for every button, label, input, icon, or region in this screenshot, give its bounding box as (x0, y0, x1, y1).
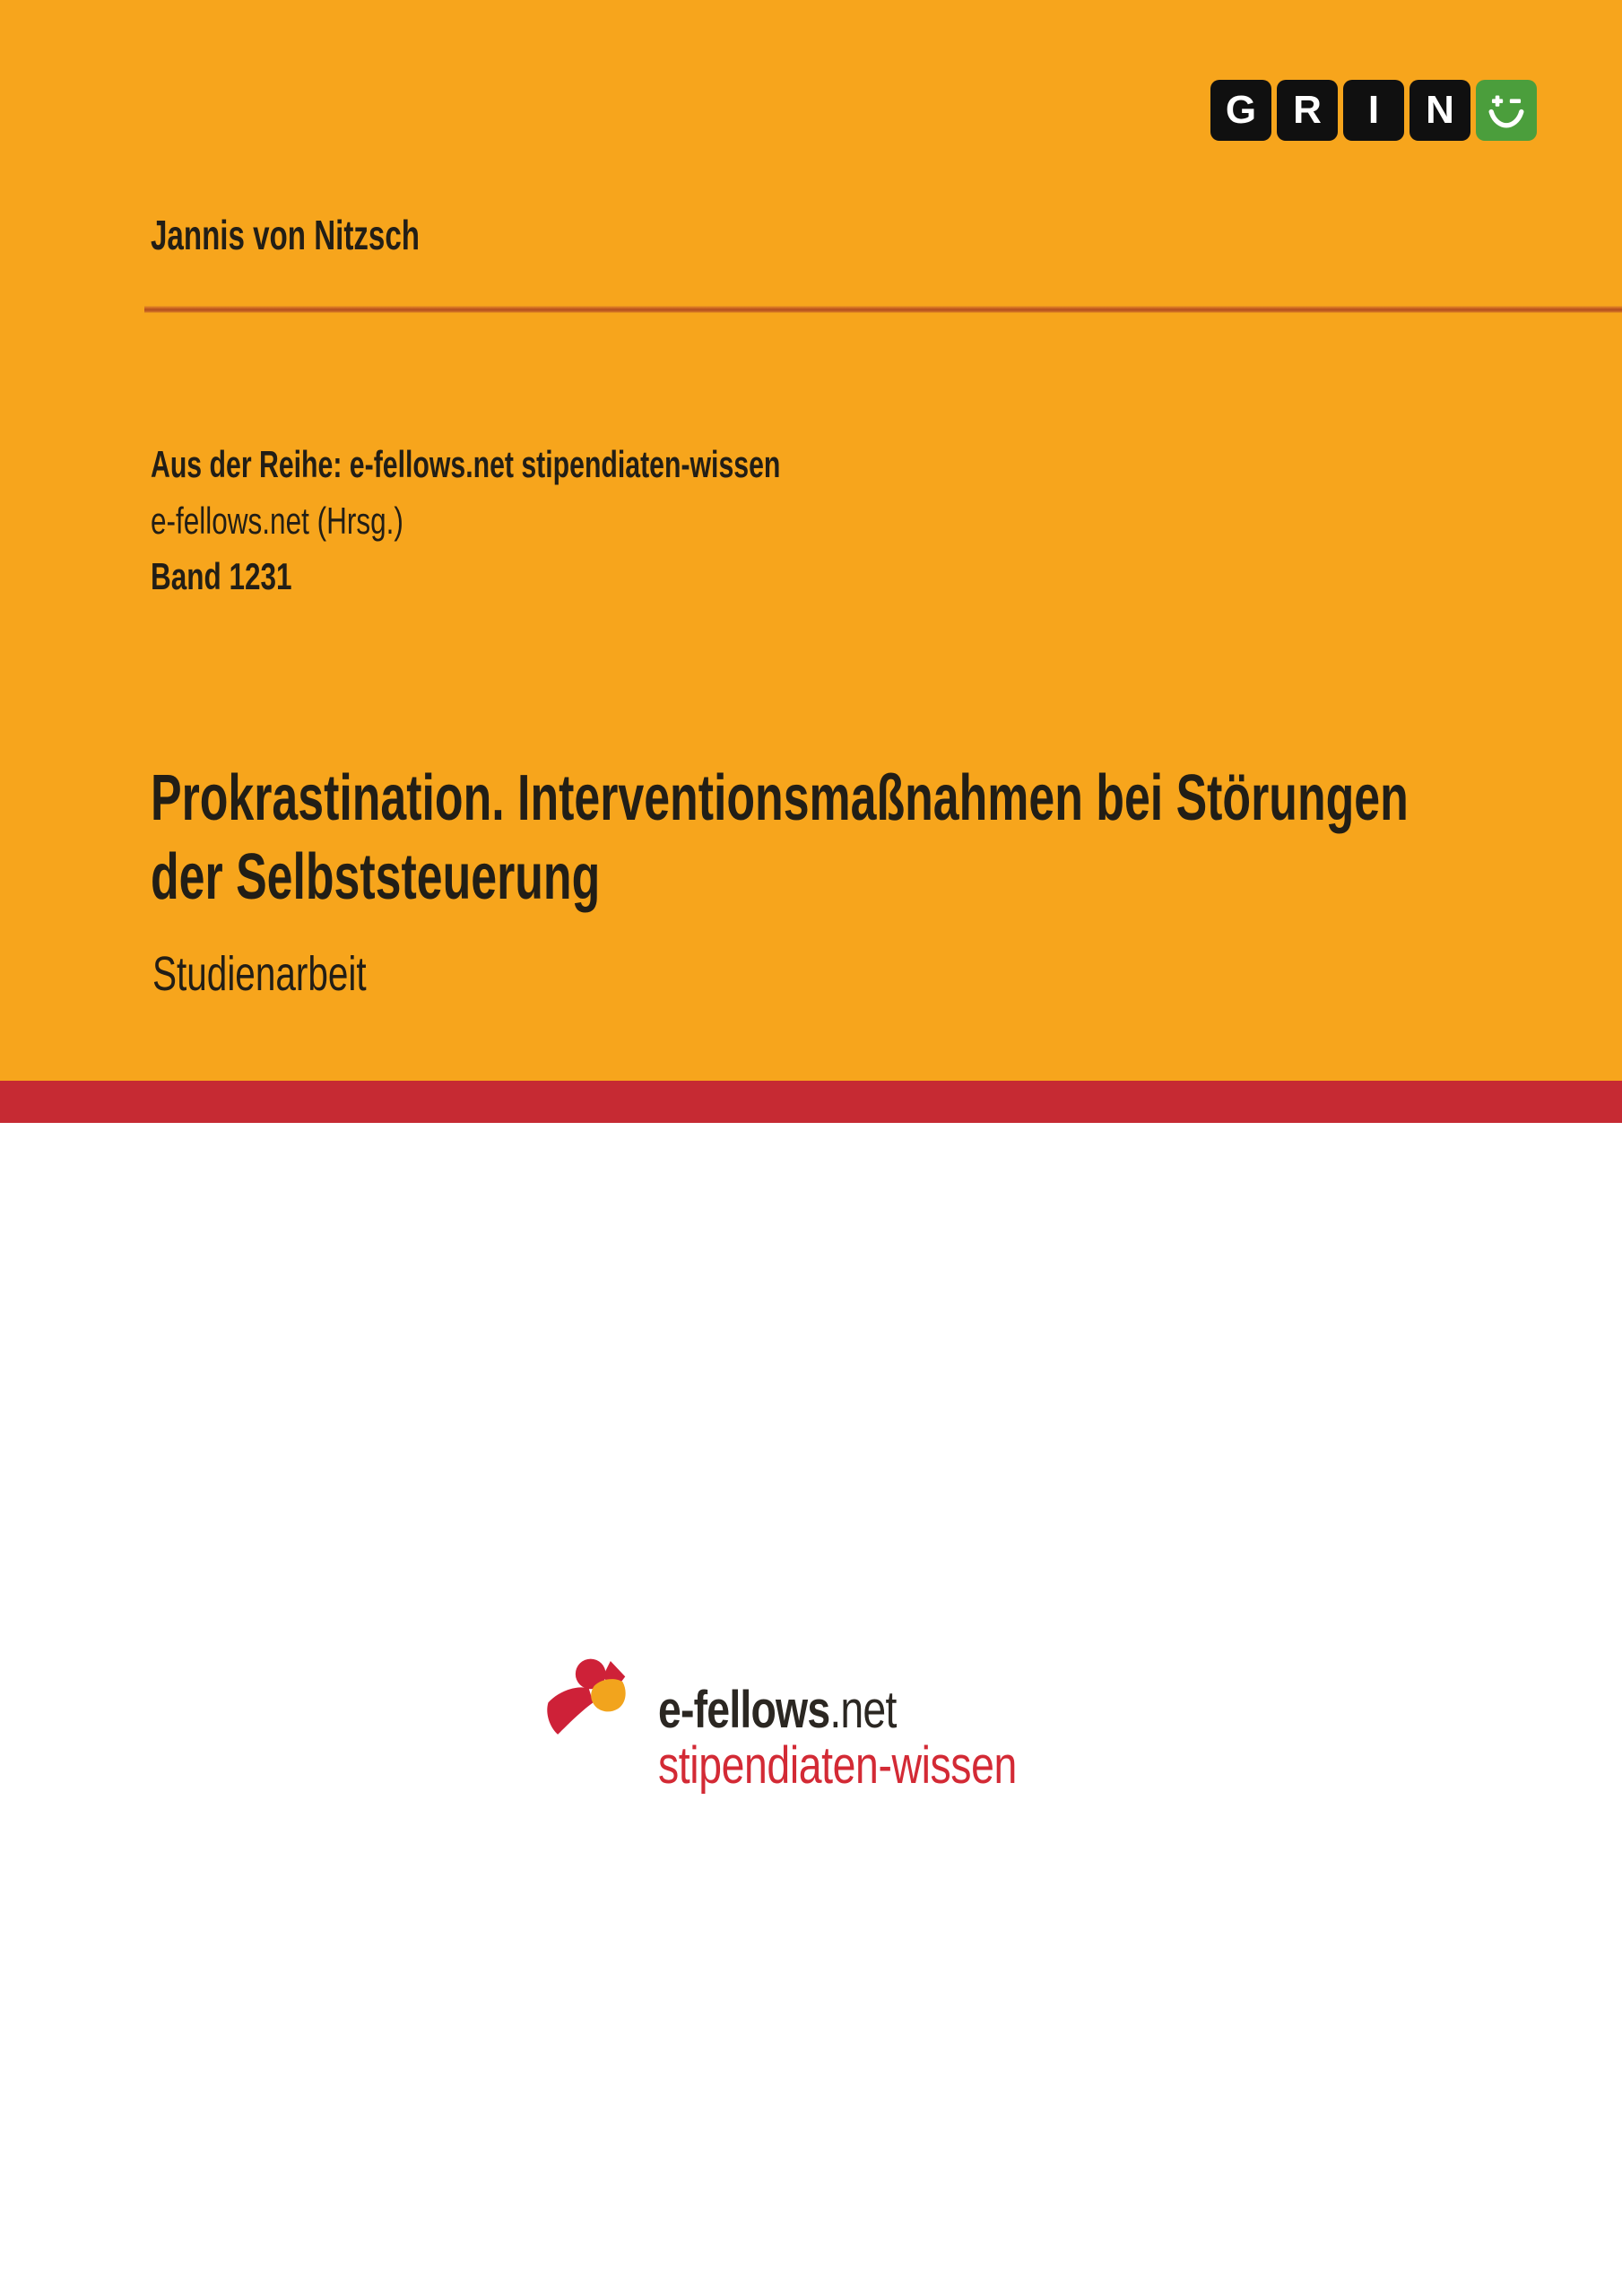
efellows-logo-text (658, 1653, 1106, 1794)
document-title-line-1: Prokrastination. Interventionsmaßnahmen bei Störungen (151, 762, 1409, 834)
efellows-subline: stipendiaten-wissen (658, 1736, 1017, 1795)
efellows-brand-name (658, 1683, 1106, 1738)
grin-smiley-icon (1476, 80, 1537, 141)
document-type-label: Studienarbeit (152, 947, 367, 1001)
document-title (151, 759, 1622, 917)
cover-red-bar (0, 1081, 1622, 1123)
grin-logo (1210, 80, 1537, 141)
grin-letter-tile-g: G (1210, 80, 1271, 141)
document-title-line-2: der Selbststeuerung (151, 841, 601, 913)
series-volume: Band 1231 (151, 555, 292, 597)
cover-orange-section (0, 0, 1622, 1081)
efellows-brand-bold: e-fellows (658, 1681, 830, 1739)
grin-letter-tile-r: R (1277, 80, 1338, 141)
grin-letter-tile-i: I (1343, 80, 1404, 141)
efellows-figure-icon (536, 1653, 631, 1740)
series-title: Aus der Reihe: e-fellows.net stipendiaten-wissen (151, 443, 781, 485)
series-editor: e-fellows.net (Hrsg.) (151, 500, 403, 542)
horizontal-divider-line (144, 306, 1622, 313)
author-name: Jannis von Nitzsch (151, 212, 420, 258)
grin-letter-tile-n: N (1409, 80, 1470, 141)
efellows-logo (536, 1653, 1106, 1794)
efellows-brand-suffix: .net (829, 1681, 897, 1739)
